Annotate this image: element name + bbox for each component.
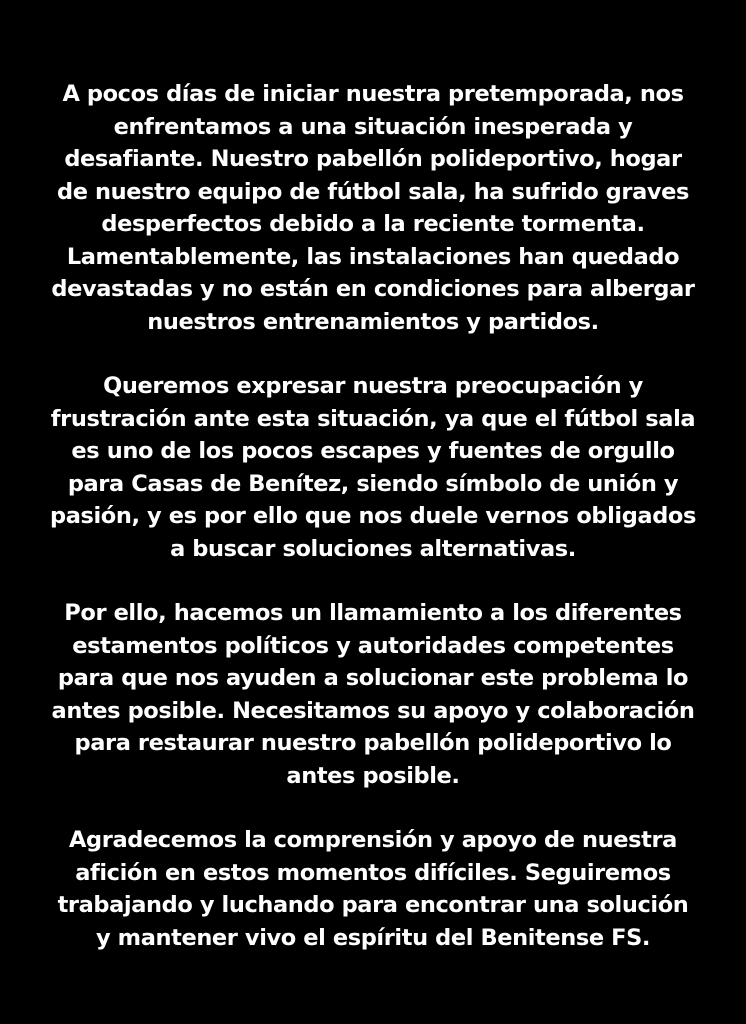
text-line: trabajando y luchando para encontrar una solución: [57, 892, 689, 918]
paragraph-4: [20, 824, 726, 954]
statement-text: [20, 78, 726, 986]
text-line: pasión, y es por ello que nos duele vernos obligados: [50, 503, 696, 529]
paragraph-3: [20, 597, 726, 792]
text-line: para restaurar nuestro pabellón polideportivo lo: [74, 730, 672, 756]
text-line: Agradecemos la comprensión y apoyo de nuestra: [69, 827, 677, 853]
text-line: Por ello, hacemos un llamamiento a los diferentes: [64, 600, 682, 626]
text-line: desafiante. Nuestro pabellón polideportivo, hogar: [64, 146, 682, 172]
text-line: A pocos días de iniciar nuestra pretemporada, nos: [62, 81, 684, 107]
text-line: antes posible.: [286, 762, 460, 789]
paragraph-1: [20, 78, 726, 338]
text-line: para que nos ayuden a solucionar este problema lo: [57, 665, 689, 691]
text-line: frustración ante esta situación, ya que el fútbol sala: [50, 405, 696, 432]
text-line: nuestros entrenamientos y partidos.: [147, 308, 599, 335]
text-line: a buscar soluciones alternativas.: [170, 535, 576, 562]
text-line: y mantener vivo el espíritu del Benitense FS.: [95, 924, 651, 951]
paragraph-2: [20, 370, 726, 565]
text-line: Lamentablemente, las instalaciones han quedado: [66, 243, 680, 270]
text-line: de nuestro equipo de fútbol sala, ha sufrido graves: [57, 178, 689, 205]
text-line: desperfectos debido a la reciente tormenta.: [101, 211, 645, 237]
text-line: afición en estos momentos difíciles. Seguiremos: [75, 859, 671, 886]
text-line: antes posible. Necesitamos su apoyo y colaboración: [51, 697, 695, 724]
text-line: enfrentamos a una situación inesperada y: [113, 113, 633, 140]
text-line: Queremos expresar nuestra preocupación y: [103, 373, 643, 399]
text-line: es uno de los pocos escapes y fuentes de orgullo: [71, 438, 675, 464]
text-line: estamentos políticos y autoridades competentes: [72, 632, 674, 659]
text-line: devastadas y no están en condiciones para albergar: [51, 276, 695, 302]
text-line: para Casas de Benítez, siendo símbolo de unión y: [67, 470, 679, 497]
